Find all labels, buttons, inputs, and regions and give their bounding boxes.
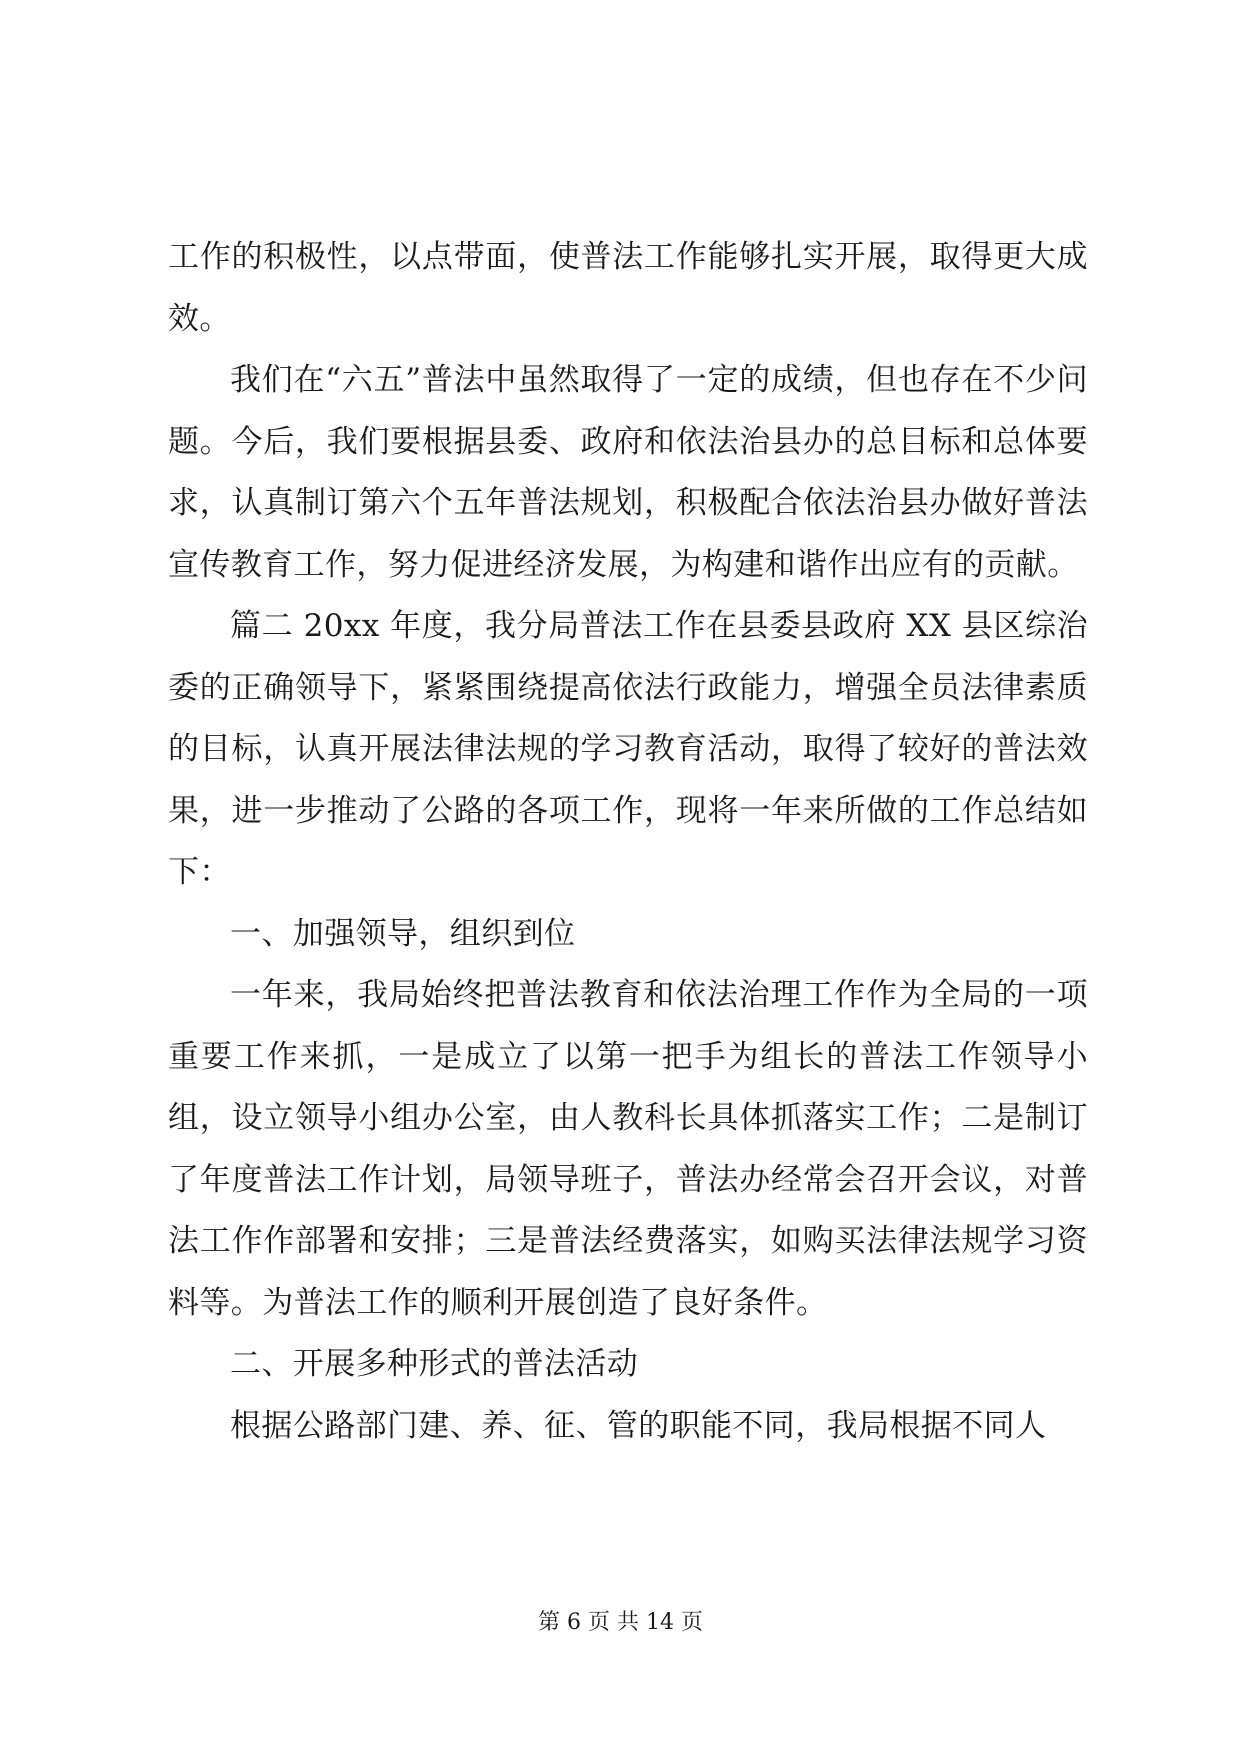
paragraph-4: 一年来，我局始终把普法教育和依法治理工作作为全局的一项重要工作来抓，一是成立了以第一把手为组长的普法工作领导小组，设立领导小组办公室，由人教科长具体抓落实工作；二是制订了年度普法工作计划，局领导班子，普法办经常会召开会议，对普法工作作部署和安排；三是普法经费落实，如购买法律法规学习资料等。为普法工作的顺利开展创造了良好条件。 [168,977,1088,1321]
document-body [168,227,1088,1457]
paragraph-5: 根据公路部门建、养、征、管的职能不同，我局根据不同人 [230,1407,1047,1444]
section-heading-2: 二、开展多种形式的普法活动 [230,1346,639,1382]
paragraph-1: 工作的积极性，以点带面，使普法工作能够扎实开展，取得更大成效。 [168,239,1088,337]
section-heading-1: 一、加强领导，组织到位 [230,915,576,952]
page-number-footer: 第 6 页 共 14 页 [538,1610,703,1635]
paragraph-3: 篇二 20xx 年度，我分局普法工作在县委县政府 XX 县区综治委的正确领导下，紧紧围绕提高依法行政能力，增强全员法律素质的目标，认真开展法律法规的学习教育活动，取得了较好的普法效果，进一步推动了公路的各项工作，现将一年来所做的工作总结如下： [168,608,1088,890]
paragraph-2: 我们在“六五”普法中虽然取得了一定的成绩，但也存在不少问题。今后，我们要根据县委、政府和依法治县办的总目标和总体要求，认真制订第六个五年普法规划，积极配合依法治县办做好普法宣传教育工作，努力促进经济发展，为构建和谐作出应有的贡献。 [168,362,1088,583]
